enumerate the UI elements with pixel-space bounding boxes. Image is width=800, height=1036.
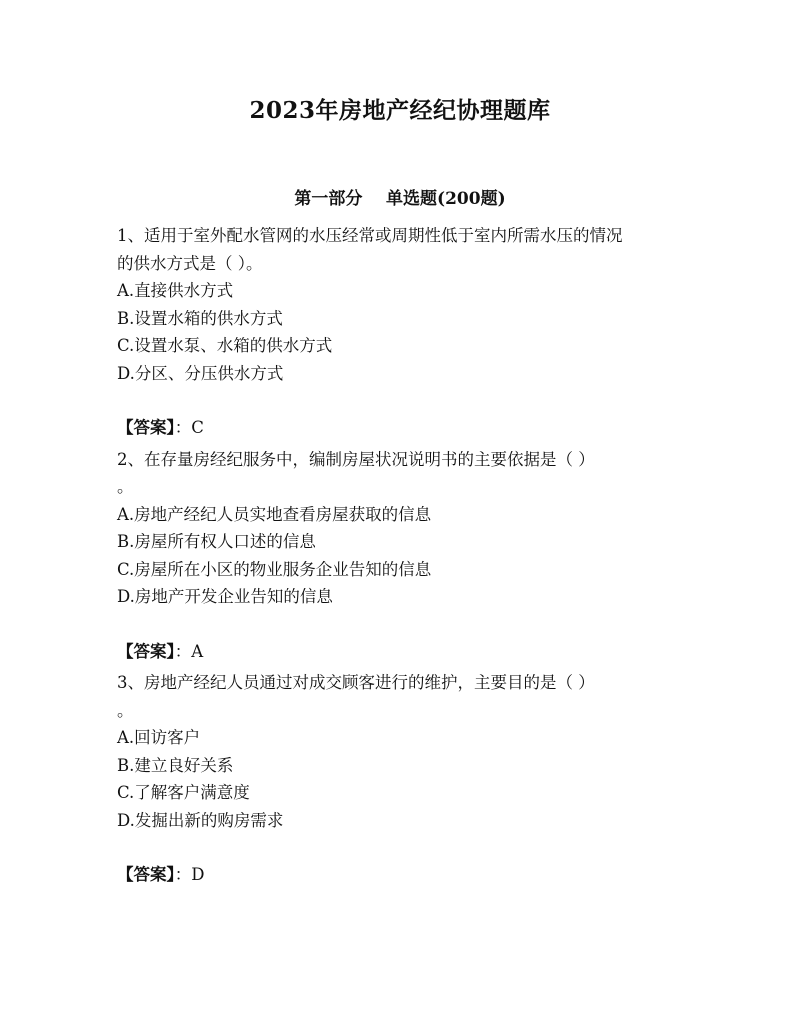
answer-label: 【答案】 (117, 865, 175, 884)
option-c: C.房屋所在小区的物业服务企业告知的信息 (117, 559, 432, 579)
option-c: C.设置水泵、水箱的供水方式 (117, 336, 333, 355)
option-d: D.房地产开发企业告知的信息 (117, 587, 333, 606)
question-1 (117, 222, 687, 442)
question-stem-continued: 。 (117, 477, 134, 496)
question-stem-continued: 的供水方式是（ ）。 (117, 253, 263, 273)
question-stem: 3、房地产经纪人员通过对成交顾客进行的维护，主要目的是（ ） (117, 673, 595, 692)
question-stem-continued: 。 (117, 700, 134, 720)
answer-line (117, 861, 687, 889)
option-d: D.分区、分压供水方式 (117, 363, 284, 383)
question-2 (117, 446, 687, 666)
option-c: C.了解客户满意度 (117, 783, 250, 802)
question-list (117, 222, 687, 891)
answer-line (117, 414, 687, 442)
answer-value: ：D (174, 865, 205, 884)
document-title: 2023年房地产经纪协理题库 (249, 97, 551, 124)
option-b: B.房屋所有权人口述的信息 (117, 532, 316, 551)
answer-line (117, 638, 687, 666)
answer-label: 【答案】 (117, 418, 175, 437)
option-a: A.直接供水方式 (117, 281, 234, 300)
option-d: D.发掘出新的购房需求 (117, 810, 284, 830)
answer-label: 【答案】 (117, 641, 175, 661)
answer-value: ：A (174, 641, 204, 661)
section-heading: 第一部分 单选题(200题) (294, 189, 506, 209)
option-a: A.房地产经纪人员实地查看房屋获取的信息 (117, 504, 432, 524)
question-stem: 2、在存量房经纪服务中，编制房屋状况说明书的主要依据是（ ） (117, 449, 595, 469)
option-b: B.建立良好关系 (117, 755, 234, 775)
option-b: B.设置水箱的供水方式 (117, 308, 283, 328)
answer-value: ：C (174, 418, 204, 437)
option-a: A.回访客户 (117, 728, 201, 747)
question-3 (117, 669, 687, 889)
question-stem: 1、适用于室外配水管网的水压经常或周期性低于室内所需水压的情况 (117, 226, 623, 245)
